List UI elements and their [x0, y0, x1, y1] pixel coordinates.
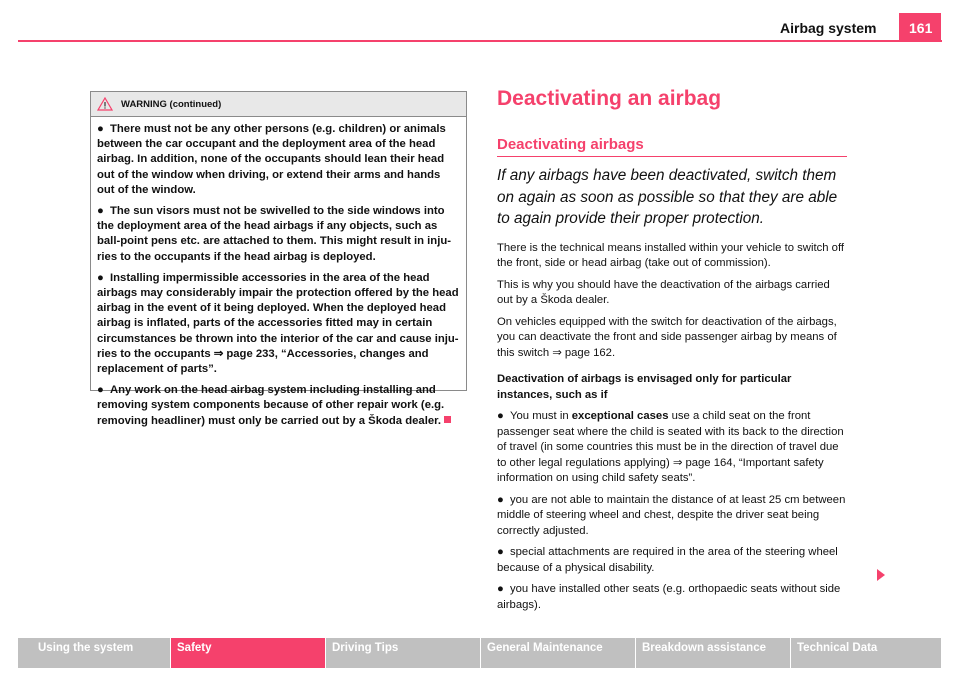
section-heading: Deactivating an airbag [497, 87, 722, 110]
list-item: ● you are not able to maintain the distance of at least 25 cm between middle of steering wheel and chest, despite the driver seat being correctly adjusted. [497, 493, 846, 537]
warning-box [90, 91, 467, 427]
warning-body [91, 117, 466, 429]
warning-title: WARNING (continued) [121, 98, 222, 110]
list-item: ● special attachments are required in the area of the steering wheel because of a physical disability. [497, 546, 838, 574]
warning-item: ● Installing impermissible accessories in the area of the head airbags may considerably impair the protection offered by the head airbag in the event of it being deployed. When the deployed head airbag is inflated, parts of the accessories fitted may in certain circumstances be thrown into the interior of the car and cause inju-ries to the occupants ⇒ page 233, “Accessories, changes and replacement of parts”. [97, 271, 459, 376]
bullet-icon: ● [497, 410, 504, 422]
bullet-icon: ● [497, 493, 504, 506]
bullet-icon: ● [97, 205, 104, 218]
paragraph: On vehicles equipped with the switch for deactivation of the airbags, you can deactivate the front and side passenger airbag by means of this switch ⇒ page 162. [497, 315, 837, 359]
page-number: 161 [899, 13, 941, 41]
bullet-icon: ● [97, 271, 104, 284]
lead-paragraph: If any airbags have been deactivated, switch them on again as soon as possible so that they are able to again provide their proper protection. [497, 167, 838, 227]
warning-item: ● Any work on the head airbag system including installing and removing system components because of other repair work (e.g. removing headliner) must only be carried out by a Škoda dealer. [97, 383, 460, 429]
subsection-heading: Deactivating airbags [497, 136, 847, 157]
tab-driving-tips[interactable]: Driving Tips [326, 638, 481, 668]
tab-safety[interactable]: Safety [171, 638, 326, 668]
tab-using-the-system[interactable]: Using the system [18, 638, 171, 668]
chapter-tabs [18, 638, 942, 668]
tab-technical-data[interactable]: Technical Data [791, 638, 942, 668]
bullet-icon: ● [497, 546, 504, 558]
header-rule [18, 40, 942, 42]
tab-breakdown-assistance[interactable]: Breakdown assistance [636, 638, 791, 668]
bullet-icon: ● [497, 583, 504, 595]
next-page-arrow-icon[interactable] [877, 569, 885, 581]
warning-header [91, 92, 466, 117]
running-header-title: Airbag system [780, 20, 877, 36]
main-content [497, 86, 847, 613]
paragraph: This is why you should have the deactivation of the airbags carried out by a Škoda dealer. [497, 278, 830, 306]
list-item: ● You must in exceptional cases use a child seat on the front passenger seat where the child is seated with its back to the direction of travel (in some countries this must be in the direction of travel due to other legal regulations applying) ⇒ page 164, “Important safety information on using child safety seats”. [497, 410, 844, 484]
warning-item: ● There must not be any other persons (e.g. children) or animals between the car occupant and the deployment area of the head airbag. In addition, none of the occupants should lean their head out of the window when driving, or extend their arms and hands out of the window. [97, 123, 446, 196]
bullet-icon: ● [97, 123, 104, 135]
warning-item: ● The sun visors must not be swivelled to the side windows into the deployment area of the head airbags if any objects, such as ball-point pens etc. are attached to them. This might result in inju-ries to the occupants if the head airbag is deployed. [97, 205, 452, 263]
section-end-square-icon [444, 416, 451, 423]
list-item: ● you have installed other seats (e.g. orthopaedic seats without side airbags). [497, 583, 841, 611]
list-intro: Deactivation of airbags is envisaged only for particular instances, such as if [497, 373, 792, 401]
paragraph: There is the technical means installed within your vehicle to switch off the front, side or head airbag (take out of commission). [497, 241, 845, 269]
warning-triangle-icon [97, 97, 113, 111]
bullet-icon: ● [97, 384, 104, 397]
tab-general-maintenance[interactable]: General Maintenance [481, 638, 636, 668]
